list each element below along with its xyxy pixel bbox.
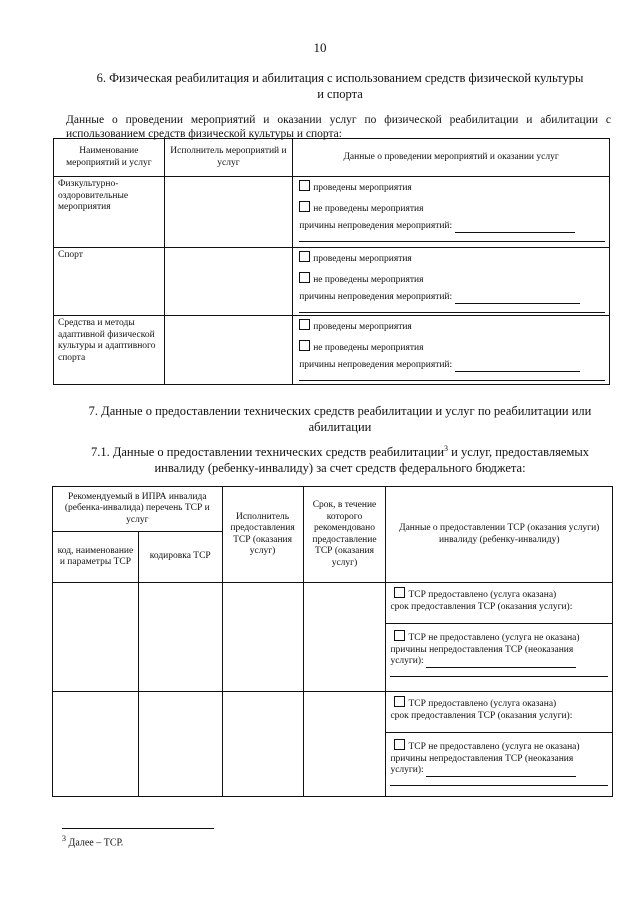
reason-field-line2[interactable] — [299, 233, 605, 242]
section-6-title — [60, 70, 620, 102]
option-done-label: проведены мероприятия — [313, 322, 412, 332]
row-data-cell — [293, 177, 610, 248]
section-7-title — [60, 403, 620, 435]
header-executor: Исполнитель мероприятий и услуг — [164, 139, 292, 177]
reason-label: причины непроведения мероприятий: — [299, 292, 453, 302]
footnote-ref: 3 — [444, 444, 449, 453]
term-cell[interactable] — [303, 583, 386, 692]
header-group: Рекомендуемый в ИПРА инвалида (ребенка-инвалида) перечень ТСР и услуг — [53, 487, 223, 532]
header-term: Срок, в течение которого рекомендовано предоставление ТСР (оказания услуг) — [303, 487, 386, 583]
checkbox[interactable] — [299, 319, 310, 330]
checkbox[interactable] — [394, 696, 405, 707]
option-not-done-label: не проведены мероприятия — [313, 203, 424, 214]
executor-cell[interactable] — [222, 583, 303, 692]
data-cell — [386, 583, 613, 692]
executor-cell[interactable] — [222, 692, 303, 797]
row-executor-cell[interactable] — [164, 248, 292, 316]
checkbox[interactable] — [299, 340, 310, 351]
header-data: Данные о предоставлении ТСР (оказания услуги) инвалиду (ребенку-инвалиду) — [386, 487, 613, 583]
term-label: срок предоставления ТСР (оказания услуги): — [390, 601, 573, 612]
option-done-label: проведены мероприятия — [313, 183, 412, 193]
title-part-a: 7.1. Данные о предоставлении технических средств реабилитации — [90, 445, 445, 460]
reason-field-line2[interactable] — [390, 777, 608, 786]
intro-line2: использованием средств физической культуры и спорта: — [66, 128, 342, 140]
reason-label: причины непредоставления ТСР (неоказания услуги): — [390, 753, 574, 775]
reason-label: причины непроведения мероприятий: — [299, 221, 453, 231]
checkbox[interactable] — [299, 180, 310, 191]
option-not-provided-label: ТСР не предоставлено (услуга не оказана) — [408, 742, 580, 752]
section-7-1-title — [60, 441, 620, 476]
option-done-label: проведены мероприятия — [313, 254, 412, 264]
option-not-done-label: не проведены мероприятия — [313, 342, 424, 353]
section-7-1-title-line1 — [60, 441, 620, 460]
table-row — [54, 177, 610, 248]
row-executor-cell[interactable] — [164, 177, 292, 248]
section-6-title-line1: 6. Физическая реабилитация и абилитация с использованием средств физической культуры — [96, 71, 584, 85]
code-cell[interactable] — [53, 583, 139, 692]
reason-field[interactable] — [455, 303, 580, 304]
term-field[interactable] — [386, 722, 612, 733]
row-name: Средства и методы адаптивной физической культуры и адаптивного спорта — [54, 316, 165, 385]
checkbox[interactable] — [299, 272, 310, 283]
section-7-1-title-line2: инвалиду (ребенку-инвалиду) за счет средств федерального бюджета: — [154, 461, 526, 476]
physical-rehab-table — [53, 138, 610, 385]
data-cell — [386, 692, 613, 797]
checkbox[interactable] — [299, 201, 310, 212]
checkbox[interactable] — [394, 739, 405, 750]
header-name: Наименование мероприятий и услуг — [54, 139, 165, 177]
reason-field[interactable] — [426, 667, 576, 668]
reason-field-line2[interactable] — [390, 668, 608, 677]
table-row — [54, 316, 610, 385]
header-executor: Исполнитель предоставления ТСР (оказания услуг) — [222, 487, 303, 583]
table-row — [53, 583, 613, 692]
reason-field-line2[interactable] — [299, 372, 605, 381]
term-field[interactable] — [386, 613, 612, 624]
footnote-separator — [62, 828, 214, 829]
section-6-title-line2: и спорта — [317, 87, 363, 101]
reason-field-line2[interactable] — [299, 304, 605, 313]
section-7-title-line1: 7. Данные о предоставлении технических средств реабилитации и услуг по реабилитации или — [88, 404, 592, 418]
footnote — [62, 834, 123, 848]
option-provided-label: ТСР предоставлено (услуга оказана) — [408, 699, 557, 709]
code-cell[interactable] — [53, 692, 139, 797]
term-cell[interactable] — [303, 692, 386, 797]
row-name: Физкультурно-оздоровительные мероприятия — [54, 177, 165, 248]
option-not-provided-label: ТСР не предоставлено (услуга не оказана) — [408, 633, 580, 643]
option-not-done-label: не проведены мероприятия — [313, 274, 424, 285]
page-number: 10 — [313, 40, 327, 55]
footnote-text: Далее – ТСР. — [66, 837, 124, 849]
reason-label: причины непредоставления ТСР (неоказания услуги): — [390, 644, 574, 666]
section-6-intro — [66, 113, 611, 141]
checkbox[interactable] — [299, 251, 310, 262]
reason-field[interactable] — [455, 232, 575, 233]
option-provided-label: ТСР предоставлено (услуга оказана) — [408, 590, 557, 600]
header-data: Данные о проведении мероприятий и оказании услуг — [293, 139, 610, 177]
intro-line1: Данные о проведении мероприятий и оказании услуг по физической реабилитации и абилитации с — [66, 114, 611, 126]
reason-field[interactable] — [455, 371, 580, 372]
section-7-title-line2: абилитации — [308, 420, 372, 434]
title-part-b: и услуг, предоставляемых — [448, 445, 590, 460]
row-executor-cell[interactable] — [164, 316, 292, 385]
reason-field[interactable] — [426, 776, 576, 777]
term-label: срок предоставления ТСР (оказания услуги): — [390, 710, 573, 721]
footnote-mark: 3 — [62, 834, 66, 843]
row-data-cell — [293, 316, 610, 385]
checkbox[interactable] — [394, 630, 405, 641]
reason-label: причины непроведения мероприятий: — [299, 360, 453, 370]
header-code: код, наименование и параметры ТСР — [53, 532, 139, 583]
row-name: Спорт — [54, 248, 165, 316]
coding-cell[interactable] — [138, 583, 222, 692]
table-row — [53, 692, 613, 797]
row-data-cell — [293, 248, 610, 316]
table-row — [54, 248, 610, 316]
header-coding: кодировка ТСР — [138, 532, 222, 583]
tsr-table — [52, 486, 613, 797]
checkbox[interactable] — [394, 587, 405, 598]
coding-cell[interactable] — [138, 692, 222, 797]
